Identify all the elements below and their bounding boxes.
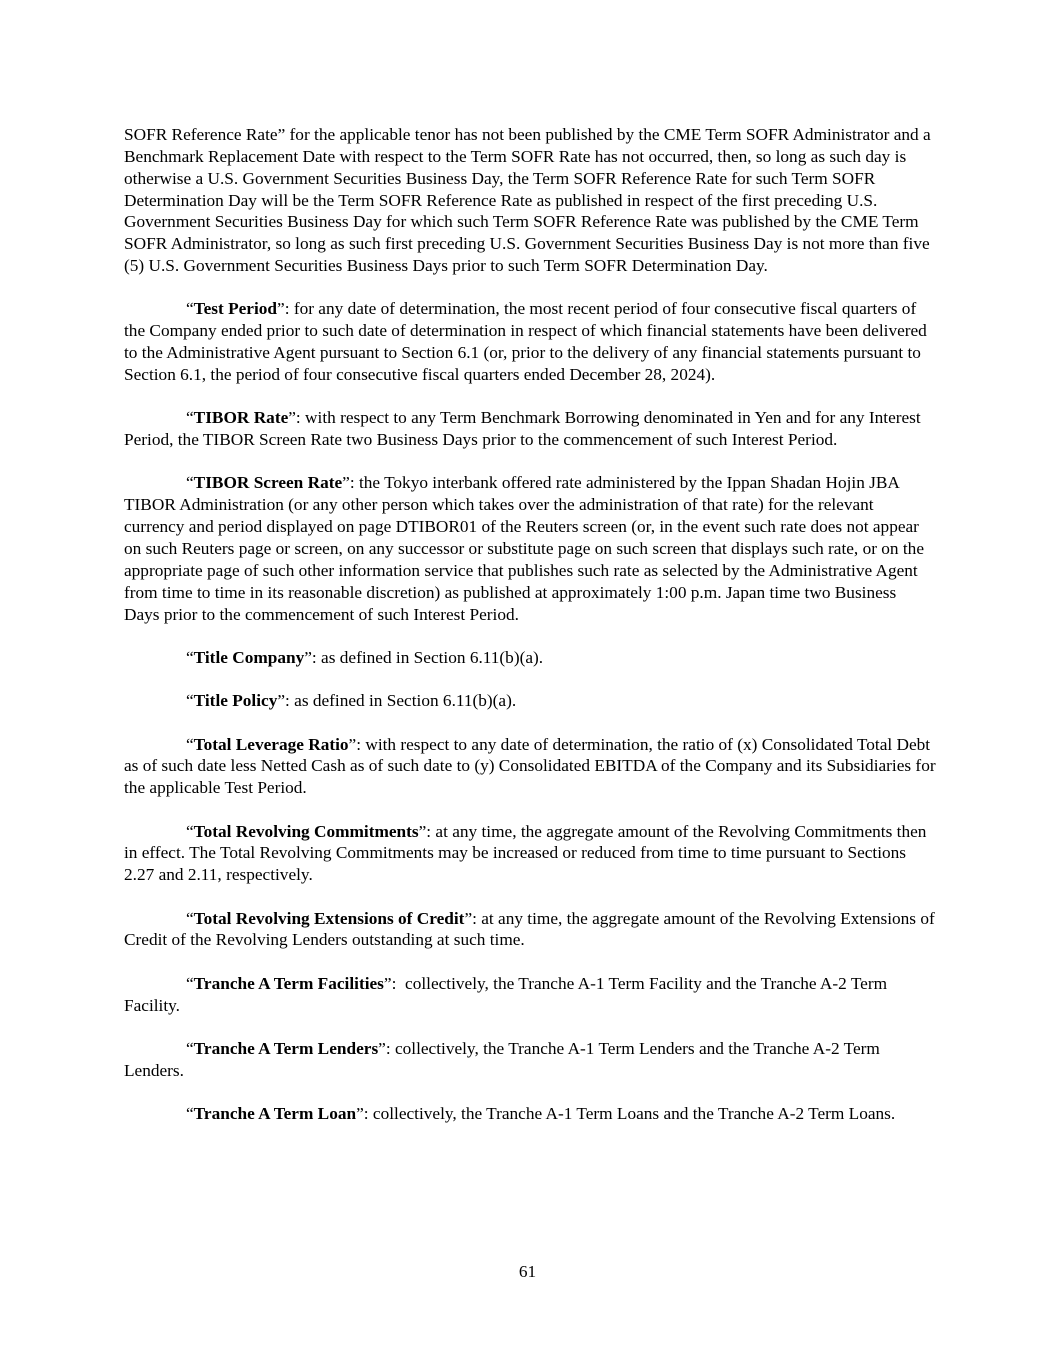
open-quote: “	[186, 1039, 194, 1058]
open-quote: “	[186, 1104, 194, 1124]
definition-title-company	[124, 647, 936, 669]
open-quote: “	[186, 908, 194, 928]
definition-text: ”: collectively, the Tranche A-1 Term Loans and the Tranche A-2 Term Loans.	[356, 1104, 896, 1124]
defined-term: Title Policy	[193, 691, 278, 711]
open-quote: “	[186, 821, 194, 841]
definition-text: ”: for any date of determination, the most recent period of four consecutive fiscal quarters of the Company ended prior to such date of determination in respect of which financial statements have been delivered to the Administrative Agent pursuant to Section 6.1 (or, prior to the delivery of any financial statements pursuant to Section 6.1, the period of four consecutive fiscal quarters ended December 28, 2024).	[124, 299, 927, 384]
definition-text: ”: as defined in Section 6.11(b)(a).	[304, 647, 544, 667]
defined-term: Total Revolving Commitments	[193, 821, 419, 841]
open-quote: “	[186, 647, 194, 667]
open-quote: “	[186, 973, 194, 993]
definition-tibor-rate	[124, 407, 936, 451]
defined-term: TIBOR Screen Rate	[193, 473, 343, 493]
open-quote: “	[186, 691, 194, 711]
definition-text: ”: the Tokyo interbank offered rate administered by the Ippan Shadan Hojin JBA TIBOR Administration (or any other person which takes over the administration of that rate) for the relevant currency and period displayed on page DTIBOR01 of the Reuters screen (or, in the event such rate does not appear on such Reuters page or screen, on any successor or substitute page on such screen that displays such rate, or on the appropriate page of such other information service that publishes such rate as selected by the Administrative Agent from time to time in its reasonable discretion) as published at approximately 1:00 p.m. Japan time two Business Days prior to the commencement of such Interest Period.	[124, 473, 924, 624]
defined-term: Tranche A Term Loan	[193, 1104, 357, 1124]
definition-text: ”: with respect to any Term Benchmark Borrowing denominated in Yen and for any Interest Period, the TIBOR Screen Rate two Business Days prior to the commencement of such Interest Period.	[124, 408, 921, 450]
definition-total-revolving-commitments	[124, 821, 936, 887]
defined-term: Tranche A Term Facilities	[193, 973, 384, 993]
continuation-text: SOFR Reference Rate” for the applicable tenor has not been published by the CME Term SOFR Administrator and a Benchmark Replacement Date with respect to the Term SOFR Rate has not occurred, then, so long as such day is otherwise a U.S. Government Securities Business Day, the Term SOFR Reference Rate for such Term SOFR Determination Day will be the Term SOFR Reference Rate as published in respect of the first preceding U.S. Government Securities Business Day for which such Term SOFR Reference Rate was published by the CME Term SOFR Administrator, so long as such first preceding U.S. Government Securities Business Day is not more than five (5) U.S. Government Securities Business Days prior to such Term SOFR Determination Day.	[124, 125, 931, 276]
definition-tranche-a-term-loan	[124, 1103, 936, 1125]
definition-tranche-a-term-lenders	[124, 1038, 936, 1082]
defined-term: Total Leverage Ratio	[193, 734, 349, 754]
definition-text: ”: collectively, the Tranche A-1 Term Lenders and the Tranche A-2 Term Lenders.	[124, 1039, 880, 1080]
defined-term: Tranche A Term Lenders	[193, 1039, 379, 1058]
defined-term: Title Company	[193, 647, 305, 667]
page-number: 61	[518, 1262, 537, 1281]
definition-tranche-a-term-facilities	[124, 973, 936, 1017]
open-quote: “	[186, 473, 194, 493]
definition-text: ”: as defined in Section 6.11(b)(a).	[277, 691, 517, 711]
definition-test-period	[124, 298, 936, 385]
document-body	[124, 124, 936, 1147]
open-quote: “	[186, 408, 194, 428]
defined-term: Total Revolving Extensions of Credit	[193, 908, 465, 928]
definition-text: ”: at any time, the aggregate amount of the Revolving Commitments then in effect. The Total Revolving Commitments may be increased or reduced from time to time pursuant to Sections 2.27 and 2.11, respectively.	[124, 821, 927, 885]
definition-text: ”: with respect to any date of determination, the ratio of (x) Consolidated Total Debt as of such date less Netted Cash as of such date to (y) Consolidated EBITDA of the Company and its Subsidiaries for the applicable Test Period.	[124, 734, 936, 798]
definition-text: ”: collectively, the Tranche A-1 Term Facility and the Tranche A-2 Term Facility.	[124, 973, 892, 1015]
definition-tibor-screen-rate	[124, 472, 936, 625]
defined-term: TIBOR Rate	[193, 408, 289, 428]
continuation-paragraph	[124, 124, 936, 277]
definition-text: ”: at any time, the aggregate amount of the Revolving Extensions of Credit of the Revolving Lenders outstanding at such time.	[124, 908, 935, 950]
definition-total-revolving-extensions-of-credit	[124, 908, 936, 952]
definition-total-leverage-ratio	[124, 734, 936, 800]
open-quote: “	[186, 299, 194, 319]
open-quote: “	[186, 734, 194, 754]
definition-title-policy	[124, 690, 936, 712]
defined-term: Test Period	[193, 299, 278, 319]
